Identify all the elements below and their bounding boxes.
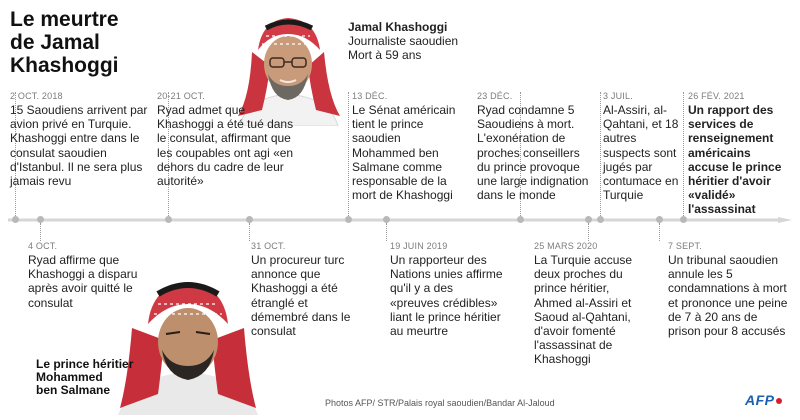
page-title <box>10 8 160 77</box>
title-line-3: Khashoggi <box>10 54 119 77</box>
timeline-tick <box>585 216 592 223</box>
event-3-juil <box>603 91 679 202</box>
event-text: Le Sénat américain tient le prince saoudien Mohammed ben Salmane comme responsable de la mort de Khashoggi <box>352 103 456 203</box>
event-text: Un rapporteur des Nations unies affirme qu'il y a des «preuves crédibles» liant le prince héritier au meurtre <box>390 253 503 339</box>
timeline-tick <box>656 216 663 223</box>
mbs-label-line-3: ben Salmane <box>36 383 111 397</box>
timeline-tick <box>383 216 390 223</box>
event-date: 13 DÉC. <box>352 91 388 101</box>
event-date: 25 MARS 2020 <box>534 241 598 251</box>
event-date: 4 OCT. <box>28 241 58 251</box>
timeline-tick <box>246 216 253 223</box>
timeline-axis <box>8 217 792 223</box>
timeline-tick <box>37 216 44 223</box>
event-20-21-oct <box>157 91 305 188</box>
event-date: 31 OCT. <box>251 241 286 251</box>
event-7-sept <box>668 241 792 338</box>
event-text: Ryad condamne 5 Saoudiens à mort. L'exonération de proches conseillers du prince provoque une large indignation dans le monde <box>477 103 589 203</box>
event-text: La Turquie accuse deux proches du prince héritier, Ahmed al-Assiri et Saoud al-Qahtani, d'avoir fomenté l'assassinat de Khashoggi <box>534 253 633 367</box>
event-text: Un procureur turc annonce que Khashoggi a été étranglé et démembré dans le consulat <box>251 253 351 339</box>
event-text: 15 Saoudiens arrivent par avion privé en Turquie. Khashoggi entre dans le consulat saoudien d'Istanbul. Il ne sera plus jamais revu <box>10 103 148 189</box>
connector-line <box>588 223 589 241</box>
photo-credit: Photos AFP/ STR/Palais royal saoudien/Bandar Al-Jaloud <box>325 398 555 408</box>
event-2-oct-2018 <box>10 91 150 188</box>
title-line-2: de Jamal <box>10 31 100 54</box>
connector-line <box>659 223 660 241</box>
afp-logo-dot <box>776 398 782 404</box>
event-date: 3 JUIL. <box>603 91 633 101</box>
event-26-fev-2021 <box>688 91 794 217</box>
event-text: Al-Assiri, al-Qahtani, et 18 autres suspects sont jugés par contumace en Turquie <box>603 103 679 203</box>
event-text: Ryad affirme que Khashoggi a disparu après avoir quitté le consulat <box>28 253 138 310</box>
timeline-tick <box>597 216 604 223</box>
connector-line <box>683 92 684 216</box>
mbs-label-line-1: Le prince héritier <box>36 357 134 371</box>
event-19-juin-2019 <box>390 241 504 338</box>
event-text: Ryad admet que Khashoggi a été tué dans le consulat, affirmant que les coupables ont agi «en dehors du cadre de leur autorité» <box>157 103 294 189</box>
afp-logo-text: AFP <box>745 392 775 408</box>
mbs-label <box>36 358 133 397</box>
timeline-tick <box>517 216 524 223</box>
event-4-oct <box>28 241 148 310</box>
khashoggi-label <box>348 20 458 62</box>
timeline-tick <box>165 216 172 223</box>
event-31-oct <box>251 241 365 338</box>
connector-line <box>386 223 387 241</box>
timeline-tick <box>680 216 687 223</box>
event-date: 2 OCT. 2018 <box>10 91 63 101</box>
timeline-tick <box>345 216 352 223</box>
mbs-label-line-2: Mohammed <box>36 370 103 384</box>
event-date: 19 JUIN 2019 <box>390 241 448 251</box>
afp-logo <box>745 392 782 408</box>
event-date: 20-21 OCT. <box>157 91 206 101</box>
khashoggi-role: Journaliste saoudien <box>348 34 459 48</box>
connector-line <box>600 92 601 216</box>
event-text: Un rapport des services de renseignement américains accuse le prince héritier d'avoir «validé» l'assassinat <box>688 103 782 217</box>
event-date: 7 SEPT. <box>668 241 702 251</box>
connector-line <box>40 223 41 241</box>
event-23-dec <box>477 91 595 202</box>
connector-line <box>348 92 349 216</box>
event-text: Un tribunal saoudien annule les 5 condamnations à mort et prononce une peine de 7 à 20 ans de prison pour 8 accusés <box>668 253 788 339</box>
khashoggi-name: Jamal Khashoggi <box>348 20 448 34</box>
event-date: 26 FÉV. 2021 <box>688 91 745 101</box>
event-date: 23 DÉC. <box>477 91 513 101</box>
timeline-tick <box>12 216 19 223</box>
title-line-1: Le meurtre <box>10 8 119 31</box>
event-25-mars-2020 <box>534 241 646 367</box>
event-13-dec <box>352 91 466 202</box>
khashoggi-age: Mort à 59 ans <box>348 48 422 62</box>
connector-line <box>249 223 250 241</box>
